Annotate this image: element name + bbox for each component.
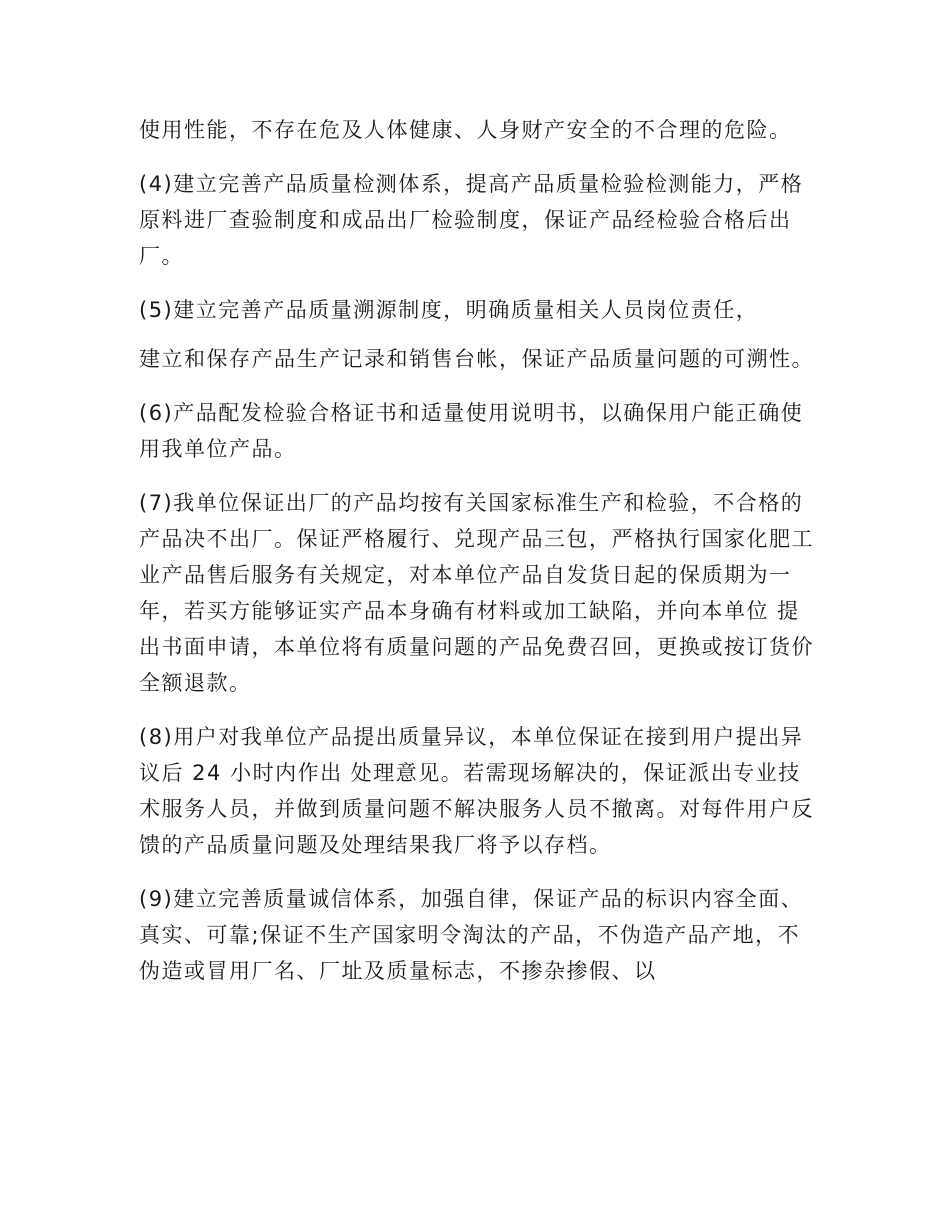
document-body xyxy=(139,112,819,1007)
paragraph-item-6: (6)产品配发检验合格证书和适量使用说明书，以确保用户能正确使用我单位产品。 xyxy=(139,401,804,461)
paragraph-item-8: (8)用户对我单位产品提出质量异议，本单位保证在接到用户提出异议后 24 小时内作出 处理意见。若需现场解决的，保证派出专业技术服务人员，并做到质量问题不解决服务人员不撤离。对每件用户反馈的产品质量问题及处理结果我厂将予以存档。 xyxy=(139,725,814,857)
paragraph-item-5-continued: 建立和保存产品生产记录和销售台帐，保证产品质量问题的可溯性。 xyxy=(139,347,814,371)
paragraph-item-7: (7)我单位保证出厂的产品均按有关国家标准生产和检验，不合格的产品决不出厂。保证严格履行、兑现产品三包，严格执行国家化肥工业产品售后服务有关规定，对本单位产品自发货日起的保质期为一年，若买方能够证实产品本身确有材料或加工缺陷，并向本单位 提出书面申请，本单位将有质量问题的产品免费召回，更换或按订货价全额退款。 xyxy=(139,491,814,695)
paragraph-item-5: (5)建立完善产品质量溯源制度，明确质量相关人员岗位责任， xyxy=(139,298,759,322)
paragraph-item-4: (4)建立完善产品质量检测体系，提高产品质量检验检测能力，严格原料进厂查验制度和成品出厂检验制度，保证产品经检验合格后出厂。 xyxy=(139,172,804,268)
paragraph-continuation: 使用性能，不存在危及人体健康、人身财产安全的不合理的危险。 xyxy=(139,118,792,142)
paragraph-item-9: (9)建立完善质量诚信体系，加强自律，保证产品的标识内容全面、真实、可靠;保证不生产国家明令淘汰的产品，不伪造产品产地，不伪造或冒用厂名、厂址及质量标志，不掺杂掺假、以 xyxy=(139,887,804,983)
